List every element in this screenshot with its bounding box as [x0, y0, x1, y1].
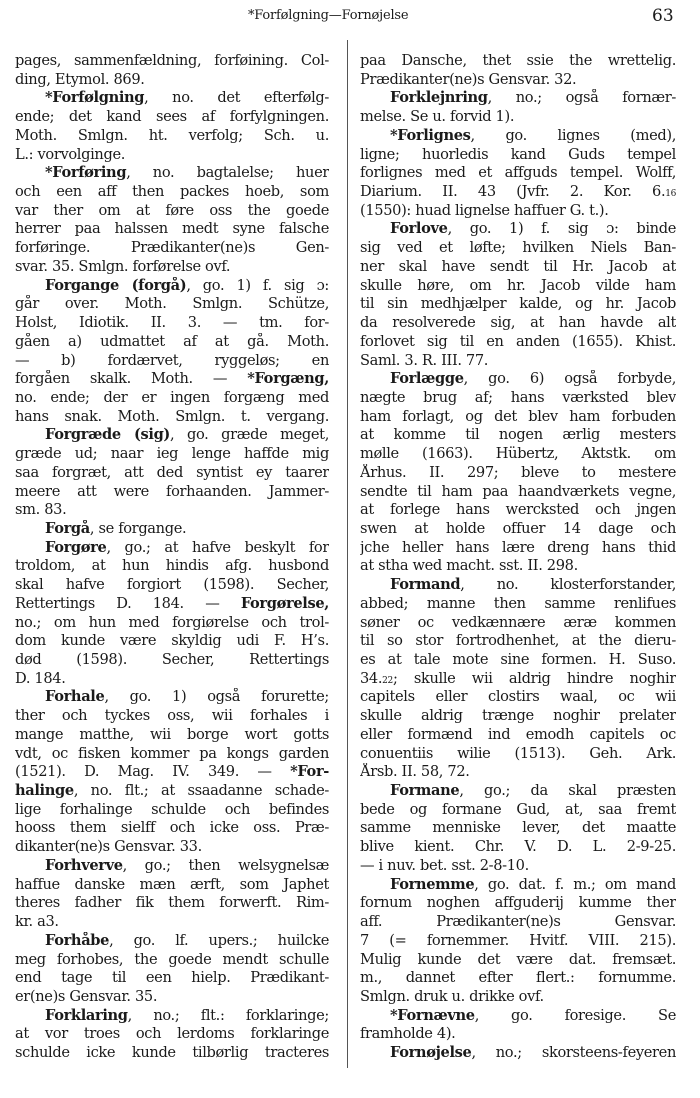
text-segment: forgåen skalk. Moth. —: [15, 370, 248, 388]
text-segment: Diarium. II. 43 (Jvfr. 2. Kor. 6.: [360, 183, 666, 201]
text-segment: theres fadher fik them forwerft. Rim-: [15, 894, 329, 912]
text-segment: och een aff then packes hoeb, som: [15, 183, 329, 201]
text-segment: sig ved et løfte; hvilken Niels Ban-: [360, 239, 676, 257]
text-line: [15, 894, 329, 913]
headword: *Forlignes: [390, 126, 471, 144]
text-line: [360, 894, 676, 913]
text-line: [15, 501, 329, 520]
text-segment: Moth. Smlgn. ht. verfolg; Sch. u.: [15, 126, 329, 144]
text-line: [15, 539, 329, 558]
text-line: [360, 1025, 676, 1044]
verse-number: 16: [665, 189, 676, 200]
text-segment: død (1598). Secher, Rettertings: [15, 651, 329, 668]
text-line: [360, 632, 676, 651]
text-line: [15, 576, 329, 595]
text-segment: meg forhobes, the goede mendt schulle: [15, 950, 329, 968]
text-line: [15, 801, 329, 820]
text-line: [15, 932, 329, 951]
text-segment: skal hafve forgiort (1598). Secher,: [15, 576, 329, 594]
text-segment: 7 (= fornemmer. Hvitf. VIII. 215).: [360, 931, 676, 949]
text-segment: meere att were forhaanden. Jammer-: [15, 482, 329, 500]
text-line: [360, 202, 676, 221]
text-line: [15, 1044, 329, 1063]
text-segment: ner skal have sendt til Hr. Jacob at: [360, 257, 676, 275]
text-segment: D. 184.: [15, 669, 66, 687]
headword: *Forfølgning: [45, 89, 145, 107]
text-segment: haffue danske mæn ærft, som Japhet: [15, 875, 329, 893]
text-line: [360, 1007, 676, 1026]
text-segment: går over. Moth. Smlgn. Schütze,: [15, 295, 329, 313]
text-line: [15, 426, 329, 445]
text-segment: kr. a3.: [15, 913, 59, 931]
text-segment: at forlege hans wercksted och jngen: [360, 501, 676, 519]
text-line: [15, 969, 329, 988]
text-line: [15, 71, 329, 90]
text-line: [15, 745, 329, 764]
text-segment: , no. klosterforstander,: [460, 576, 676, 594]
text-line: [360, 127, 676, 146]
text-segment: sendte til ham paa haandværkets vegne,: [360, 482, 676, 500]
text-segment: (1521). D. Mag. IV. 349. —: [15, 763, 291, 781]
text-line: [360, 52, 676, 71]
text-segment: ham forlagt, og det blev ham forbuden: [360, 407, 676, 425]
headword: Forgange (forgå): [45, 276, 187, 294]
text-line: [15, 239, 329, 258]
text-segment: ; skulle wii aldrig hindre noghir: [392, 669, 676, 687]
text-line: [360, 295, 676, 314]
text-segment: swen at holde offuer 14 dage och: [360, 519, 676, 537]
text-line: [15, 670, 329, 689]
text-line: [360, 801, 676, 820]
text-line: [360, 576, 676, 595]
text-segment: ende; det kand sees af forfylgningen.: [15, 108, 329, 126]
right-column: [360, 52, 676, 1063]
text-segment: (1550): huad lignelse haffuer G. t.).: [360, 201, 609, 219]
text-line: [15, 258, 329, 277]
text-line: [360, 614, 676, 633]
headword: Forgøre: [45, 538, 107, 556]
text-segment: , no. flt.; at ssaadanne schade-: [73, 782, 329, 800]
text-segment: forlignes med et affguds tempel. Wolff,: [360, 164, 676, 182]
text-line: [15, 876, 329, 895]
headword: Forgørelse,: [240, 594, 329, 612]
text-segment: , no. bagtalelse; huer: [126, 164, 329, 182]
headword: Forlove: [390, 220, 448, 238]
text-line: [15, 146, 329, 165]
text-line: [15, 295, 329, 314]
text-segment: aff. Prædikanter(ne)s Gensvar.: [360, 913, 676, 931]
text-line: [360, 389, 676, 408]
headword: Forhale: [45, 688, 105, 706]
text-line: [15, 127, 329, 146]
text-segment: Prædikanter(ne)s Gensvar. 32.: [360, 70, 577, 88]
text-segment: til so stor fortrodhenhet, at the dieru-: [360, 632, 676, 650]
text-segment: no. ende; der er ingen forgæng med: [15, 388, 329, 406]
text-segment: , go. 1) f. sig ɔ:: [186, 276, 329, 294]
text-segment: at komme til nogen ærlig mesters: [360, 426, 676, 444]
text-segment: capitels eller clostirs waal, oc wii: [360, 688, 676, 706]
headword: Formand: [390, 576, 461, 594]
text-segment: forlovet sig til en anden (1655). Khist.: [360, 332, 676, 350]
text-segment: , no.; skorsteens-feyeren: [471, 1044, 676, 1062]
headword: Forklaring: [45, 1006, 128, 1024]
text-segment: ther och tyckes oss, wii forhales i: [15, 707, 329, 725]
text-line: [360, 426, 676, 445]
text-segment: bede og formane Gud, at, saa fremt: [360, 800, 676, 818]
text-segment: Århus. II. 297; bleve to mestere: [360, 463, 676, 481]
text-segment: er(ne)s Gensvar. 35.: [15, 987, 158, 1005]
text-line: [15, 520, 329, 539]
headword: Formane: [390, 782, 460, 800]
text-segment: græde ud; naar ieg lenge haffde mig: [15, 445, 329, 463]
text-line: [360, 314, 676, 333]
text-line: [360, 557, 676, 576]
text-segment: jche heller hans lære dreng hans thid: [360, 538, 676, 556]
headword: Forgå: [45, 519, 90, 537]
text-segment: hans snak. Moth. Smlgn. t. vergang.: [15, 407, 329, 425]
text-line: [15, 483, 329, 502]
text-line: [15, 183, 329, 202]
text-line: [360, 913, 676, 932]
text-segment: ding, Etymol. 869.: [15, 70, 145, 88]
text-segment: mange matthe, wii borge wort gotts: [15, 725, 329, 743]
text-segment: til sin medhjælper kalde, og hr. Jacob: [360, 295, 676, 313]
text-segment: samme menniske lever, det maatte: [360, 819, 676, 837]
text-line: [360, 819, 676, 838]
text-line: [15, 988, 329, 1007]
text-segment: m., dannet efter flert.: fornumme.: [360, 969, 676, 987]
text-segment: vdt, oc fisken kommer pa kongs garden: [15, 744, 329, 762]
text-segment: , go. 1) f. sig ɔ: binde: [447, 220, 676, 238]
text-line: [360, 183, 676, 202]
text-segment: forføringe. Prædikanter(ne)s Gen-: [15, 239, 329, 257]
text-line: [15, 838, 329, 857]
headword: Forlægge: [390, 370, 464, 388]
text-line: [360, 782, 676, 801]
text-segment: sm. 83.: [15, 501, 67, 519]
text-line: [360, 464, 676, 483]
text-line: [15, 352, 329, 371]
text-line: [15, 220, 329, 239]
text-segment: , go. græde meget,: [169, 426, 329, 444]
text-segment: at vor troes och lerdoms forklaringe: [15, 1025, 329, 1043]
text-line: [360, 539, 676, 558]
text-segment: melse. Se u. forvid 1).: [360, 108, 515, 126]
text-line: [15, 557, 329, 576]
text-line: [360, 651, 676, 670]
text-line: [15, 464, 329, 483]
text-line: [15, 164, 329, 183]
headword: halinge: [15, 782, 74, 800]
text-line: [360, 707, 676, 726]
text-segment: da resolverede sig, at han havde alt: [360, 314, 676, 332]
text-segment: Årsb. II. 58, 72.: [360, 763, 470, 781]
text-line: [15, 408, 329, 427]
text-line: [360, 951, 676, 970]
text-line: [360, 258, 676, 277]
text-segment: Rettertings D. 184. —: [15, 594, 241, 612]
text-segment: var ther om at føre oss the goede: [15, 201, 329, 219]
headword: *For-: [290, 763, 329, 781]
text-segment: , no.; flt.: forklaringe;: [127, 1006, 329, 1024]
text-segment: , go.; at hafve beskylt for: [106, 538, 329, 556]
text-line: [15, 52, 329, 71]
text-segment: , go. lignes (med),: [470, 126, 676, 144]
headword: Fornemme: [390, 875, 475, 893]
text-segment: lige forhalinge schulde och befindes: [15, 800, 329, 818]
text-line: [15, 707, 329, 726]
text-line: [15, 202, 329, 221]
text-segment: , go. lf. upers.; huilcke: [109, 931, 329, 949]
column-divider: [347, 40, 348, 1068]
text-line: [15, 857, 329, 876]
text-line: [360, 520, 676, 539]
text-segment: eller formænd ind emodh capitels oc: [360, 725, 676, 743]
verse-number: 22: [382, 675, 393, 686]
headword: Forgræde (sig): [45, 426, 170, 444]
text-line: [360, 932, 676, 951]
text-line: [15, 632, 329, 651]
headword: Forhåbe: [45, 931, 110, 949]
text-line: [15, 688, 329, 707]
text-segment: ligne; huorledis kand Guds tempel: [360, 145, 676, 163]
text-segment: , go. foresige. Se: [474, 1006, 676, 1024]
text-segment: nægte brug af; hans værksted blev: [360, 388, 676, 406]
headword: Fornøjelse: [390, 1044, 472, 1062]
text-segment: blive kient. Chr. V. D. L. 2-9-25.: [360, 838, 676, 856]
text-line: [360, 857, 676, 876]
text-line: [360, 670, 676, 689]
text-segment: mølle (1663). Hübertz, Aktstk. om: [360, 445, 676, 463]
text-segment: , go. 6) også forbyde,: [463, 370, 676, 388]
text-line: [360, 333, 676, 352]
text-line: [360, 763, 676, 782]
text-segment: L.: vorvolginge.: [15, 145, 126, 163]
text-line: [360, 595, 676, 614]
text-line: [15, 389, 329, 408]
text-line: [360, 164, 676, 183]
text-segment: no.; om hun med forgiørelse och trol-: [15, 613, 329, 631]
text-segment: es at tale mote sine formen. H. Suso.: [360, 651, 676, 668]
text-line: [15, 89, 329, 108]
text-line: [15, 651, 329, 670]
text-segment: , go.; da skal præsten: [459, 782, 676, 800]
headword: *Forføring: [45, 164, 127, 182]
text-line: [360, 876, 676, 895]
text-segment: — i nuv. bet. sst. 2-8-10.: [360, 856, 529, 874]
text-segment: Holst, Idiotik. II. 3. — tm. for-: [15, 314, 329, 332]
text-line: [360, 501, 676, 520]
text-line: [15, 951, 329, 970]
text-line: [360, 71, 676, 90]
text-segment: Mulig kunde det være dat. fremsæt.: [360, 950, 676, 968]
headword: *Fornævne: [390, 1006, 475, 1024]
text-segment: abbed; manne then samme renlifues: [360, 594, 676, 612]
text-line: [15, 370, 329, 389]
text-line: [360, 146, 676, 165]
text-line: [15, 314, 329, 333]
text-segment: conuentiis wilie (1513). Geh. Ark.: [360, 744, 676, 762]
text-line: [15, 782, 329, 801]
text-line: [360, 726, 676, 745]
text-line: [360, 239, 676, 258]
text-line: [15, 614, 329, 633]
headword: Forklejnring: [390, 89, 488, 107]
text-line: [15, 595, 329, 614]
text-segment: skulle aldrig trænge noghir prelater: [360, 707, 676, 725]
text-segment: troldom, at hun hindis afg. husbond: [15, 557, 329, 575]
text-segment: at stha wed macht. sst. II. 298.: [360, 557, 578, 575]
text-line: [15, 726, 329, 745]
text-segment: — b) fordærvet, ryggeløs; en: [15, 351, 329, 369]
headword: *Forgæng,: [247, 370, 329, 388]
text-segment: framholde 4).: [360, 1025, 456, 1043]
text-line: [360, 745, 676, 764]
text-segment: , no. det efterfølg-: [144, 89, 329, 107]
text-line: [15, 277, 329, 296]
text-segment: fornum noghen affguderij kumme ther: [360, 894, 676, 912]
text-line: [360, 370, 676, 389]
text-line: [360, 969, 676, 988]
text-segment: pages, sammenfældning, forføining. Col-: [15, 52, 329, 69]
text-line: [360, 688, 676, 707]
text-line: [360, 838, 676, 857]
text-segment: , no.; også fornær-: [487, 89, 676, 107]
text-line: [15, 763, 329, 782]
text-segment: , se forgange.: [89, 519, 187, 537]
text-line: [360, 108, 676, 127]
text-line: [15, 1007, 329, 1026]
text-line: [360, 1044, 676, 1063]
text-segment: svar. 35. Smlgn. forførelse ovf.: [15, 257, 231, 275]
text-line: [360, 408, 676, 427]
running-header: [0, 6, 700, 28]
page-number: 63: [652, 6, 674, 26]
text-line: [15, 913, 329, 932]
text-line: [15, 819, 329, 838]
headword: Forhverve: [45, 856, 123, 874]
text-line: [360, 988, 676, 1007]
text-segment: dikanter(ne)s Gensvar. 33.: [15, 838, 202, 856]
text-line: [360, 89, 676, 108]
text-segment: Saml. 3. R. III. 77.: [360, 351, 489, 369]
text-segment: skulle høre, om hr. Jacob vilde ham: [360, 276, 676, 294]
text-segment: , go. 1) også forurette;: [104, 688, 329, 706]
text-segment: , go. dat. f. m.; om mand: [474, 875, 676, 893]
header-title: *Forfølgning—Fornøjelse: [248, 8, 409, 23]
text-line: [360, 445, 676, 464]
text-segment: Smlgn. druk u. drikke ovf.: [360, 987, 544, 1005]
text-segment: saa forgræt, att ded syntist ey taarer: [15, 463, 329, 481]
text-segment: end tage til een hielp. Prædikant-: [15, 969, 329, 987]
text-segment: herrer paa halssen medt syne falsche: [15, 220, 329, 238]
text-segment: gåen a) udmattet af at gå. Moth.: [15, 332, 329, 350]
text-segment: søner oc vedkænnære æræ kommen: [360, 613, 676, 631]
text-line: [360, 483, 676, 502]
text-line: [15, 108, 329, 127]
text-line: [360, 277, 676, 296]
text-segment: hooss them sielff och icke oss. Præ-: [15, 819, 329, 837]
text-line: [15, 333, 329, 352]
text-line: [360, 352, 676, 371]
text-segment: paa Dansche, thet ssie the wrettelig.: [360, 52, 676, 69]
text-line: [360, 220, 676, 239]
text-segment: , go.; then welsygnelsæ: [122, 856, 329, 874]
left-column: [15, 52, 329, 1063]
text-segment: dom kunde være skyldig udi F. H’s.: [15, 632, 329, 650]
text-segment: schulde icke kunde tilbørlig tracteres: [15, 1044, 329, 1062]
text-segment: 34.: [360, 669, 383, 687]
text-line: [15, 1025, 329, 1044]
text-line: [15, 445, 329, 464]
